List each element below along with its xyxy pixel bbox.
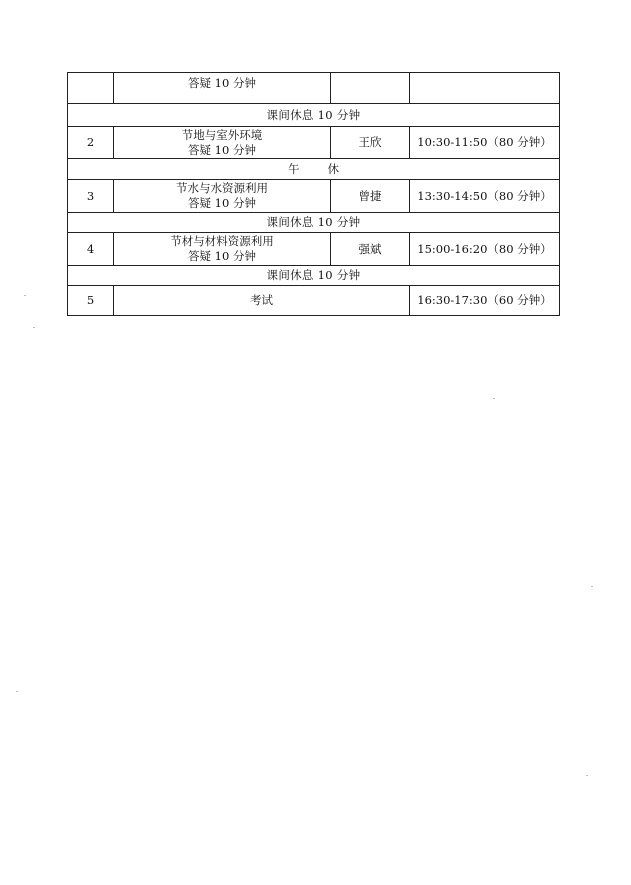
session-number-cell: 3 [68,180,114,213]
session-topic-cell [114,73,331,104]
qa-note: 答疑 10 分钟 [188,196,256,210]
session-number-cell: 5 [68,286,114,316]
table-row-break [68,213,560,233]
scan-speck [33,327,35,328]
table-row-noon-rest [68,159,560,180]
table-row-session [68,180,560,213]
table-row-break [68,104,560,127]
table-row-break [68,266,560,286]
lecturer-cell: 曾捷 [331,180,410,213]
table-row-exam [68,286,560,316]
session-number-cell: 2 [68,127,114,159]
session-topic-cell [114,233,331,266]
table-row-session-1-tail [68,73,560,104]
time-cell [410,73,560,104]
scan-speck [16,691,18,692]
training-schedule-table [67,72,560,316]
session-number-cell: 4 [68,233,114,266]
table-row-session [68,233,560,266]
noon-rest-right: 休 [327,161,339,176]
time-cell: 13:30-14:50（80 分钟） [410,180,560,213]
topic-title: 节水与水资源利用 [176,181,268,195]
topic-title: 节地与室外环境 [181,127,263,142]
break-cell: 课间休息 10 分钟 [68,213,560,233]
break-cell: 课间休息 10 分钟 [68,104,560,127]
break-cell: 课间休息 10 分钟 [68,266,560,286]
scan-speck [591,586,593,587]
exam-topic-cell: 考试 [114,286,410,316]
noon-rest-left: 午 [288,161,300,176]
qa-note: 答疑 10 分钟 [188,142,256,157]
noon-rest-cell [68,159,560,180]
topic-title: 节材与材料资源利用 [170,234,274,248]
time-cell: 15:00-16:20（80 分钟） [410,233,560,266]
time-cell: 10:30-11:50（80 分钟） [410,127,560,159]
scan-speck [493,398,495,399]
scan-speck [24,295,26,296]
qa-note: 答疑 10 分钟 [188,249,256,263]
time-cell: 16:30-17:30（60 分钟） [410,286,560,316]
lecturer-cell: 强斌 [331,233,410,266]
table-row-session [68,127,560,159]
qa-note: 答疑 10 分钟 [188,75,256,90]
lecturer-cell: 王欣 [331,127,410,159]
lecturer-cell [331,73,410,104]
session-number-cell [68,73,114,104]
scan-speck [586,775,588,776]
session-topic-cell [114,180,331,213]
session-topic-cell [114,127,331,159]
